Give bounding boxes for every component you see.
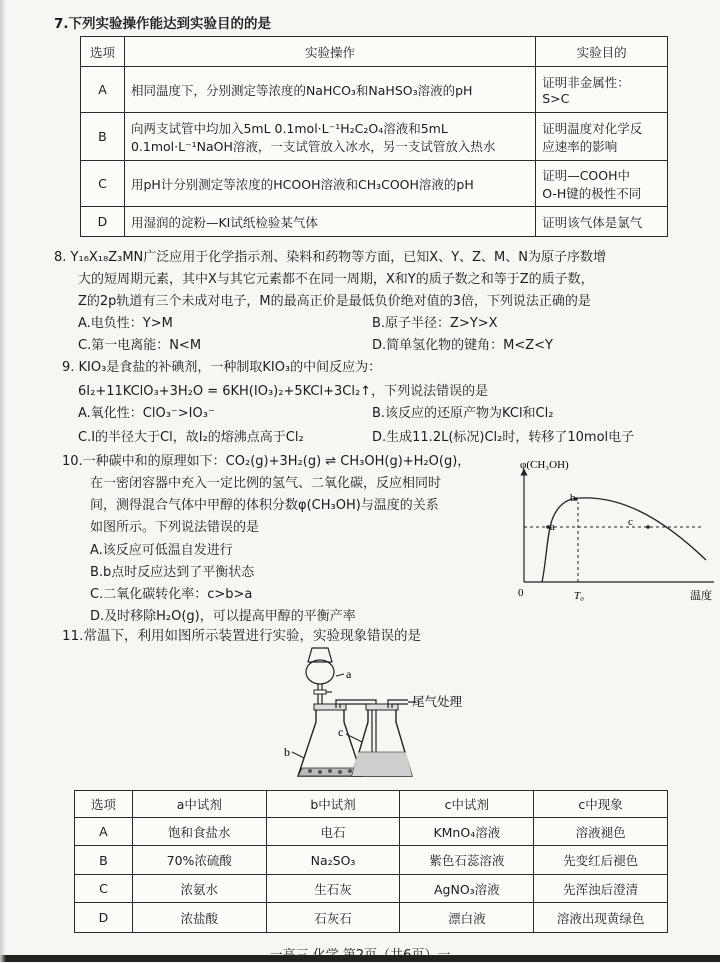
q10-option-c: C.二氧化碳转化率：c>b>a [90,587,253,602]
q11-cell: 紫色石蕊溶液 [400,846,534,875]
q11-cell: 石灰石 [266,903,400,933]
q11-cell: 70%浓硫酸 [132,846,266,875]
scan-edge-shadow [0,0,6,962]
q11-label-b: b [284,745,290,759]
q7-row-c-goal: 证明—COOH中 O-H键的极性不同 [536,161,668,207]
q7-row-d-goal: 证明该气体是氯气 [536,207,668,237]
q7-header-goal: 实验目的 [536,37,668,67]
q7-row-d-operation: 用湿润的淀粉—KI试纸检验某气体 [124,207,535,237]
table-row [81,161,668,207]
q7-table [80,36,668,237]
q10-graph-ylabel: φ(CH₃OH) [520,459,569,471]
table-row [75,818,668,846]
q7-row-b-goal: 证明温度对化学反 应速率的影响 [536,113,668,161]
q10-line-3: 间，测得混合气体中甲醇的体积分数φ(CH₃OH)与温度的关系 [90,498,439,513]
q11-cell: KMnO₄溶液 [400,818,534,846]
q11-header-phenomenon: c中现象 [534,791,668,818]
q7-header-option: 选项 [81,37,125,67]
q10-option-d: D.及时移除H₂O(g)，可以提高甲醇的平衡产率 [90,609,356,624]
q11-header-b: b中试剂 [266,791,400,818]
q10-graph-point-a: a [550,521,555,533]
table-row [75,846,668,875]
table-row [81,67,668,113]
q11-table [74,790,668,933]
q11-tail-gas-label: 尾气处理 [412,694,463,709]
q11-cell: 生石灰 [266,875,400,903]
q7-row-c-operation: 用pH计分别测定等浓度的HCOOH溶液和CH₃COOH溶液的pH [124,161,535,207]
q9-option-b: B.该反应的还原产物为KCl和Cl₂ [372,406,554,421]
table-row [81,207,668,237]
q11-cell: A [75,818,133,846]
q7-row-a-goal: 证明非金属性： S>C [536,67,668,113]
q11-cell: Na₂SO₃ [266,846,400,875]
table-row [75,875,668,903]
table-row [81,113,668,161]
q11-title: 11.常温下，利用如图所示装置进行实验，实验现象错误的是 [62,628,421,644]
q9-equation: 6I₂+11KClO₃+3H₂O = 6KH(IO₃)₂+5KCl+3Cl₂↑，下列说法错误的是 [78,384,489,399]
q9-option-c: C.I的半径大于Cl，故I₂的熔沸点高于Cl₂ [78,430,304,445]
q10-graph [508,454,718,604]
q10-graph-xlabel: 温度 [690,590,712,602]
q10-graph-origin: 0 [518,587,524,599]
q8-line-1: 8. Y₁₆X₁₈Z₃MN广泛应用于化学指示剂、染料和药物等方面，已知X、Y、Z、M、N为原子序数增 [54,250,606,265]
q8-line-2: 大的短周期元素，其中X与其它元素都不在同一周期，X和Y的质子数之和等于Z的质子数， [78,272,594,287]
q11-cell: 饱和食盐水 [132,818,266,846]
q10-graph-point-b: b [570,492,576,504]
q10-line-2: 在一密闭容器中充入一定比例的氢气、二氧化碳，反应相同时 [90,476,442,491]
q11-header-a: a中试剂 [132,791,266,818]
q9-option-d: D.生成11.2L(标况)Cl₂时，转移了10mol电子 [372,430,635,445]
q7-row-a-option: A [81,67,125,113]
q7-row-b-operation: 向两支试管中均加入5mL 0.1mol·L⁻¹H₂C₂O₄溶液和5mL 0.1mol·L⁻¹NaOH溶液，一支试管放入冰水，另一支试管放入热水 [124,113,535,161]
q7-row-c-option: C [81,161,125,207]
q8-option-a: A.电负性：Y>M [78,316,173,331]
q11-header-option: 选项 [75,791,133,818]
q11-cell: 电石 [266,818,400,846]
q10-option-b: B.b点时反应达到了平衡状态 [90,565,255,580]
q7-row-b-option: B [81,113,125,161]
q11-cell: 溶液褪色 [534,818,668,846]
q7-header-operation: 实验操作 [124,37,535,67]
q11-cell: AgNO₃溶液 [400,875,534,903]
q11-cell: 漂白液 [400,903,534,933]
q8-option-b: B.原子半径：Z>Y>X [372,316,498,331]
q11-apparatus-diagram [280,640,510,785]
q10-option-a: A.该反应可低温自发进行 [90,543,233,558]
scan-edge-band [0,955,720,962]
q10-line-1: 10.一种碳中和的原理如下：CO₂(g)+3H₂(g) ⇌ CH₃OH(g)+H₂O(g)， [62,454,471,469]
q11-cell: C [75,875,133,903]
q10-graph-tick-t0: T₀ [574,590,584,602]
q11-cell: 浓盐酸 [132,903,266,933]
q8-option-d: D.简单氢化物的键角：M<Z<Y [372,338,553,353]
q9-line-1: 9. KIO₃是食盐的补碘剂，一种制取KIO₃的中间反应为： [62,360,382,375]
q11-cell: 先变红后褪色 [534,846,668,875]
q11-cell: D [75,903,133,933]
q10-line-4: 如图所示。下列说法错误的是 [90,520,260,535]
q10-graph-point-c: c [628,516,633,528]
q11-header-c: c中试剂 [400,791,534,818]
q10-graph-curve [542,498,706,582]
q11-cell: 溶液出现黄绿色 [534,903,668,933]
q11-cell: B [75,846,133,875]
q11-cell: 浓氨水 [132,875,266,903]
q11-cell: 先浑浊后澄清 [534,875,668,903]
q7-row-d-option: D [81,207,125,237]
q11-label-c: c [338,725,344,739]
q7-title: 7.下列实验操作能达到实验目的的是 [54,16,272,32]
q11-label-a: a [346,667,352,681]
q8-option-c: C.第一电离能：N<M [78,338,202,353]
table-row [75,903,668,933]
q8-line-3: Z的2p轨道有三个未成对电子，M的最高正价是最低负价绝对值的3倍，下列说法正确的是 [78,294,591,309]
q9-option-a: A.氧化性：ClO₃⁻>IO₃⁻ [78,406,215,421]
q7-row-a-operation: 相同温度下，分别测定等浓度的NaHCO₃和NaHSO₃溶液的pH [124,67,535,113]
